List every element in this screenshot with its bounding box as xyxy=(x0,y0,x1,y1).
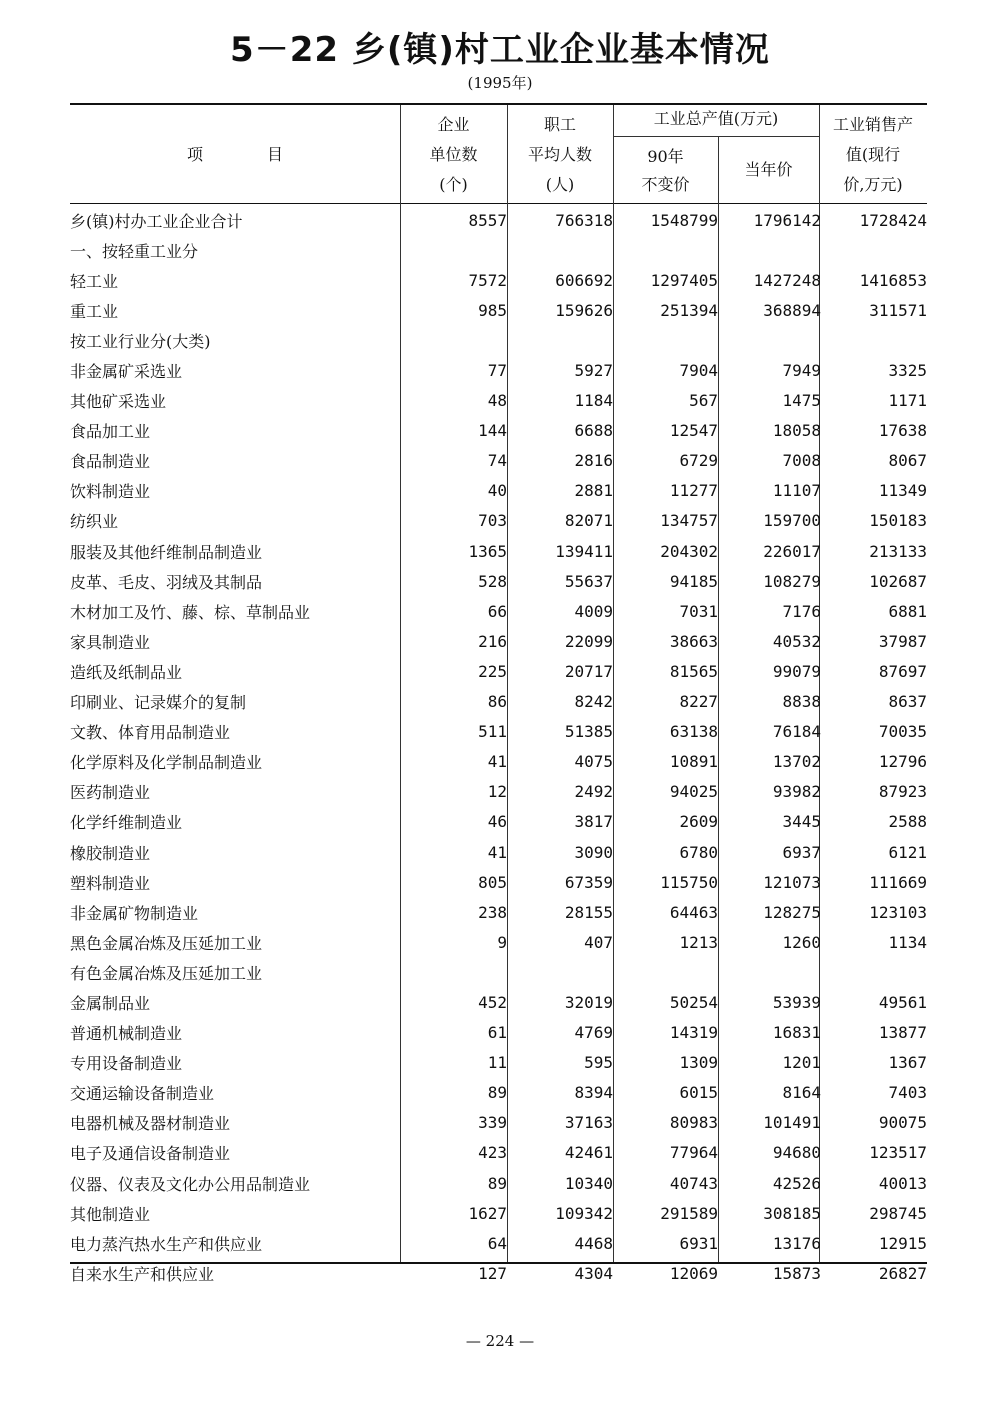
cell-value: 12547 xyxy=(669,421,718,441)
cell-value: 291589 xyxy=(660,1203,718,1223)
cell-value: 213133 xyxy=(869,541,927,561)
row-label: 化学原料及化学制品制造业 xyxy=(70,753,263,773)
cell-value: 159626 xyxy=(555,300,613,320)
row-label: 电器机械及器材制造业 xyxy=(70,1114,231,1134)
table-row xyxy=(70,476,927,506)
cell-value: 127 xyxy=(478,1263,507,1283)
row-label: 金属制品业 xyxy=(70,993,151,1013)
cell-value: 15873 xyxy=(772,1263,821,1283)
header-constant-price-line1: 90年 xyxy=(647,147,684,166)
table-row xyxy=(70,687,927,717)
table-row xyxy=(70,957,927,987)
table-row xyxy=(70,506,927,536)
cell-value: 3090 xyxy=(574,842,613,862)
cell-value: 80983 xyxy=(669,1113,718,1133)
cell-value: 1728424 xyxy=(859,210,927,230)
header-employees-line1: 职工 xyxy=(543,115,576,134)
cell-value: 7904 xyxy=(679,361,718,381)
cell-value: 40 xyxy=(487,481,507,501)
cell-value: 311571 xyxy=(869,300,927,320)
row-label: 黑色金属冶炼及压延加工业 xyxy=(70,933,263,953)
cell-value: 10891 xyxy=(669,752,718,772)
cell-value: 16831 xyxy=(772,1023,821,1043)
cell-value xyxy=(821,235,927,265)
cell-value: 8164 xyxy=(782,1083,821,1103)
cell-value: 93982 xyxy=(772,782,821,802)
row-label: 普通机械制造业 xyxy=(70,1024,183,1044)
cell-value: 51385 xyxy=(564,722,613,742)
cell-value: 6121 xyxy=(888,842,927,862)
year-subtitle: (1995年) xyxy=(467,74,533,92)
table-row xyxy=(70,867,927,897)
cell-value xyxy=(718,325,821,355)
cell-value: 17638 xyxy=(878,421,927,441)
cell-value: 4304 xyxy=(574,1263,613,1283)
row-label: 自来水生产和供应业 xyxy=(70,1264,215,1284)
cell-value: 2881 xyxy=(574,481,613,501)
header-sales-line1: 工业销售产 xyxy=(832,115,913,134)
cell-value: 1367 xyxy=(888,1053,927,1073)
table-row xyxy=(70,1018,927,1048)
cell-value: 61 xyxy=(487,1023,507,1043)
cell-value: 76184 xyxy=(772,722,821,742)
cell-value xyxy=(507,957,613,987)
cell-value: 11107 xyxy=(772,481,821,501)
cell-value: 13877 xyxy=(878,1023,927,1043)
table-row xyxy=(70,717,927,747)
table-row xyxy=(70,1168,927,1198)
table-row xyxy=(70,1048,927,1078)
cell-value: 4009 xyxy=(574,601,613,621)
cell-value: 115750 xyxy=(660,872,718,892)
header-enterprises-line2: 单位数 xyxy=(429,145,478,164)
row-label: 纺织业 xyxy=(70,512,119,532)
row-label: 有色金属冶炼及压延加工业 xyxy=(70,963,263,983)
cell-value xyxy=(507,235,613,265)
row-label: 按工业行业分(大类) xyxy=(70,331,211,351)
header-constant-price-line2: 不变价 xyxy=(641,175,690,194)
table-row xyxy=(70,1138,927,1168)
row-label: 印刷业、记录媒介的复制 xyxy=(70,693,247,713)
cell-value xyxy=(400,325,507,355)
cell-value: 1213 xyxy=(679,932,718,952)
cell-value: 3817 xyxy=(574,812,613,832)
table-row xyxy=(70,837,927,867)
page-title: 5－22 乡(镇)村工业企业基本情况 xyxy=(230,30,770,70)
cell-value: 528 xyxy=(478,571,507,591)
table-row xyxy=(70,747,927,777)
row-label: 非金属矿物制造业 xyxy=(70,903,199,923)
cell-value: 1309 xyxy=(679,1053,718,1073)
table-row xyxy=(70,416,927,446)
cell-value: 1427248 xyxy=(753,270,821,290)
table-row xyxy=(70,927,927,957)
cell-value: 89 xyxy=(487,1173,507,1193)
table-row xyxy=(70,265,927,295)
cell-value: 37163 xyxy=(564,1113,613,1133)
cell-value: 1475 xyxy=(782,391,821,411)
cell-value: 28155 xyxy=(564,902,613,922)
cell-value: 77 xyxy=(487,361,507,381)
cell-value: 2816 xyxy=(574,451,613,471)
cell-value: 94680 xyxy=(772,1143,821,1163)
cell-value: 99079 xyxy=(772,661,821,681)
table-row xyxy=(70,1228,927,1258)
table-row xyxy=(70,777,927,807)
row-label: 乡(镇)村办工业企业合计 xyxy=(70,211,243,231)
cell-value: 1416853 xyxy=(859,270,927,290)
cell-value: 12915 xyxy=(878,1233,927,1253)
cell-value: 90075 xyxy=(878,1113,927,1133)
table-row xyxy=(70,1078,927,1108)
cell-value: 108279 xyxy=(763,571,821,591)
cell-value: 7176 xyxy=(782,601,821,621)
cell-value: 6780 xyxy=(679,842,718,862)
cell-value: 7403 xyxy=(888,1083,927,1103)
cell-value xyxy=(400,235,507,265)
cell-value: 64 xyxy=(487,1233,507,1253)
table-row xyxy=(70,1108,927,1138)
cell-value: 94185 xyxy=(669,571,718,591)
header-item: 项 目 xyxy=(186,145,283,164)
header-current-price: 当年价 xyxy=(744,160,793,179)
cell-value: 32019 xyxy=(564,992,613,1012)
cell-value: 63138 xyxy=(669,722,718,742)
row-label: 化学纤维制造业 xyxy=(70,813,183,833)
cell-value: 423 xyxy=(478,1143,507,1163)
cell-value: 238 xyxy=(478,902,507,922)
header-employees-line2: 平均人数 xyxy=(527,145,592,164)
cell-value: 74 xyxy=(487,451,507,471)
header-enterprises-line1: 企业 xyxy=(437,115,470,134)
cell-value: 6937 xyxy=(782,842,821,862)
cell-value: 10340 xyxy=(564,1173,613,1193)
row-label: 服装及其他纤维制品制造业 xyxy=(70,542,263,562)
cell-value: 66 xyxy=(487,601,507,621)
cell-value: 251394 xyxy=(660,300,718,320)
cell-value: 13702 xyxy=(772,752,821,772)
page-number: — 224 — xyxy=(465,1332,535,1350)
cell-value xyxy=(821,957,927,987)
row-label: 电力蒸汽热水生产和供应业 xyxy=(70,1234,263,1254)
cell-value: 109342 xyxy=(555,1203,613,1223)
row-label: 一、按轻重工业分 xyxy=(70,241,199,261)
cell-value: 6015 xyxy=(679,1083,718,1103)
cell-value: 70035 xyxy=(878,722,927,742)
header-sales-line2: 值(现行 xyxy=(845,145,901,164)
cell-value: 204302 xyxy=(660,541,718,561)
cell-value: 1627 xyxy=(468,1203,507,1223)
table-row xyxy=(70,536,927,566)
cell-value: 55637 xyxy=(564,571,613,591)
cell-value: 1365 xyxy=(468,541,507,561)
cell-value: 41 xyxy=(487,842,507,862)
cell-value: 101491 xyxy=(763,1113,821,1133)
row-label: 医药制造业 xyxy=(70,783,151,803)
cell-value: 40743 xyxy=(669,1173,718,1193)
row-label: 仪器、仪表及文化办公用品制造业 xyxy=(70,1174,311,1194)
cell-value: 298745 xyxy=(869,1203,927,1223)
header-gross-output: 工业总产值(万元) xyxy=(653,109,779,128)
cell-value: 8394 xyxy=(574,1083,613,1103)
cell-value: 1297405 xyxy=(650,270,718,290)
cell-value: 38663 xyxy=(669,631,718,651)
cell-value: 13176 xyxy=(772,1233,821,1253)
cell-value: 8637 xyxy=(888,692,927,712)
cell-value: 150183 xyxy=(869,511,927,531)
header-sales-line3: 价,万元) xyxy=(843,175,903,194)
cell-value: 8557 xyxy=(468,210,507,230)
cell-value: 8067 xyxy=(888,451,927,471)
cell-value: 111669 xyxy=(869,872,927,892)
cell-value: 225 xyxy=(478,661,507,681)
cell-value: 226017 xyxy=(763,541,821,561)
cell-value: 3445 xyxy=(782,812,821,832)
cell-value: 606692 xyxy=(555,270,613,290)
cell-value: 7008 xyxy=(782,451,821,471)
cell-value: 1260 xyxy=(782,932,821,952)
cell-value: 18058 xyxy=(772,421,821,441)
cell-value: 8838 xyxy=(782,692,821,712)
table-row xyxy=(70,386,927,416)
cell-value: 123517 xyxy=(869,1143,927,1163)
cell-value: 49561 xyxy=(878,992,927,1012)
cell-value xyxy=(507,325,613,355)
header-employees-line3: (人) xyxy=(545,175,575,194)
cell-value: 703 xyxy=(478,511,507,531)
table-row xyxy=(70,566,927,596)
cell-value: 452 xyxy=(478,992,507,1012)
row-label: 食品加工业 xyxy=(70,422,151,442)
cell-value: 12796 xyxy=(878,752,927,772)
cell-value: 407 xyxy=(584,932,613,952)
cell-value xyxy=(718,957,821,987)
row-label: 食品制造业 xyxy=(70,452,151,472)
cell-value: 11277 xyxy=(669,481,718,501)
cell-value: 82071 xyxy=(564,511,613,531)
gross-output-subheader-rule xyxy=(613,136,819,137)
cell-value: 368894 xyxy=(763,300,821,320)
cell-value: 6688 xyxy=(574,421,613,441)
cell-value: 46 xyxy=(487,812,507,832)
cell-value: 22099 xyxy=(564,631,613,651)
cell-value: 144 xyxy=(478,421,507,441)
row-label: 其他矿采选业 xyxy=(70,392,167,412)
cell-value: 64463 xyxy=(669,902,718,922)
cell-value: 40013 xyxy=(878,1173,927,1193)
cell-value: 40532 xyxy=(772,631,821,651)
table-row xyxy=(70,596,927,626)
cell-value xyxy=(613,957,718,987)
cell-value: 5927 xyxy=(574,361,613,381)
table-row xyxy=(70,295,927,325)
table-row xyxy=(70,325,927,355)
cell-value: 7031 xyxy=(679,601,718,621)
row-label: 重工业 xyxy=(70,301,119,321)
table-row xyxy=(70,446,927,476)
row-label: 造纸及纸制品业 xyxy=(70,662,183,682)
cell-value: 12 xyxy=(487,782,507,802)
cell-value: 123103 xyxy=(869,902,927,922)
cell-value: 4769 xyxy=(574,1023,613,1043)
cell-value: 2588 xyxy=(888,812,927,832)
cell-value: 1201 xyxy=(782,1053,821,1073)
cell-value: 216 xyxy=(478,631,507,651)
table-row xyxy=(70,987,927,1017)
cell-value: 11349 xyxy=(878,481,927,501)
cell-value: 1171 xyxy=(888,391,927,411)
table-row xyxy=(70,1198,927,1228)
cell-value: 37987 xyxy=(878,631,927,651)
cell-value: 308185 xyxy=(763,1203,821,1223)
cell-value: 53939 xyxy=(772,992,821,1012)
row-label: 其他制造业 xyxy=(70,1204,151,1224)
cell-value: 985 xyxy=(478,300,507,320)
cell-value: 41 xyxy=(487,752,507,772)
table-row xyxy=(70,235,927,265)
cell-value: 339 xyxy=(478,1113,507,1133)
cell-value: 766318 xyxy=(555,210,613,230)
cell-value: 3325 xyxy=(888,361,927,381)
cell-value: 2609 xyxy=(679,812,718,832)
cell-value: 26827 xyxy=(878,1263,927,1283)
cell-value: 14319 xyxy=(669,1023,718,1043)
table-body xyxy=(70,205,927,1288)
cell-value: 2492 xyxy=(574,782,613,802)
cell-value: 128275 xyxy=(763,902,821,922)
cell-value: 6931 xyxy=(679,1233,718,1253)
table-row xyxy=(70,897,927,927)
cell-value: 1184 xyxy=(574,391,613,411)
table-row xyxy=(70,656,927,686)
cell-value: 7949 xyxy=(782,361,821,381)
cell-value: 595 xyxy=(584,1053,613,1073)
cell-value: 139411 xyxy=(555,541,613,561)
row-label: 专用设备制造业 xyxy=(70,1054,183,1074)
statistics-table xyxy=(70,205,927,1288)
cell-value xyxy=(613,325,718,355)
cell-value: 7572 xyxy=(468,270,507,290)
row-label: 交通运输设备制造业 xyxy=(70,1084,215,1104)
cell-value: 81565 xyxy=(669,661,718,681)
cell-value: 86 xyxy=(487,692,507,712)
cell-value: 4075 xyxy=(574,752,613,772)
header-bottom-rule xyxy=(70,203,927,204)
table-row xyxy=(70,1258,927,1288)
cell-value: 805 xyxy=(478,872,507,892)
cell-value: 20717 xyxy=(564,661,613,681)
cell-value: 42526 xyxy=(772,1173,821,1193)
cell-value: 8242 xyxy=(574,692,613,712)
row-label: 木材加工及竹、藤、棕、草制品业 xyxy=(70,602,311,622)
row-label: 塑料制造业 xyxy=(70,873,151,893)
cell-value: 511 xyxy=(478,722,507,742)
cell-value: 48 xyxy=(487,391,507,411)
cell-value: 567 xyxy=(689,391,718,411)
row-label: 电子及通信设备制造业 xyxy=(70,1144,231,1164)
cell-value: 121073 xyxy=(763,872,821,892)
cell-value: 87923 xyxy=(878,782,927,802)
row-label: 橡胶制造业 xyxy=(70,843,151,863)
cell-value: 87697 xyxy=(878,661,927,681)
row-label: 家具制造业 xyxy=(70,632,151,652)
cell-value: 1548799 xyxy=(650,210,718,230)
table-row xyxy=(70,626,927,656)
cell-value: 89 xyxy=(487,1083,507,1103)
row-label: 轻工业 xyxy=(70,271,119,291)
row-label: 皮革、毛皮、羽绒及其制品 xyxy=(70,572,263,592)
cell-value: 94025 xyxy=(669,782,718,802)
cell-value xyxy=(613,235,718,265)
cell-value: 9 xyxy=(497,932,507,952)
row-label: 非金属矿采选业 xyxy=(70,362,183,382)
cell-value: 6881 xyxy=(888,601,927,621)
row-label: 文教、体育用品制造业 xyxy=(70,723,231,743)
cell-value: 1134 xyxy=(888,932,927,952)
cell-value: 134757 xyxy=(660,511,718,531)
cell-value: 8227 xyxy=(679,692,718,712)
cell-value xyxy=(718,235,821,265)
cell-value xyxy=(400,957,507,987)
cell-value: 42461 xyxy=(564,1143,613,1163)
cell-value: 6729 xyxy=(679,451,718,471)
cell-value: 102687 xyxy=(869,571,927,591)
row-label: 饮料制造业 xyxy=(70,482,151,502)
cell-value: 4468 xyxy=(574,1233,613,1253)
table-row xyxy=(70,807,927,837)
cell-value xyxy=(821,325,927,355)
cell-value: 67359 xyxy=(564,872,613,892)
cell-value: 50254 xyxy=(669,992,718,1012)
cell-value: 12069 xyxy=(669,1263,718,1283)
table-row xyxy=(70,355,927,385)
header-enterprises-line3: (个) xyxy=(439,175,468,194)
cell-value: 159700 xyxy=(763,511,821,531)
table-row xyxy=(70,205,927,235)
cell-value: 11 xyxy=(487,1053,507,1073)
cell-value: 1796142 xyxy=(753,210,821,230)
cell-value: 77964 xyxy=(669,1143,718,1163)
